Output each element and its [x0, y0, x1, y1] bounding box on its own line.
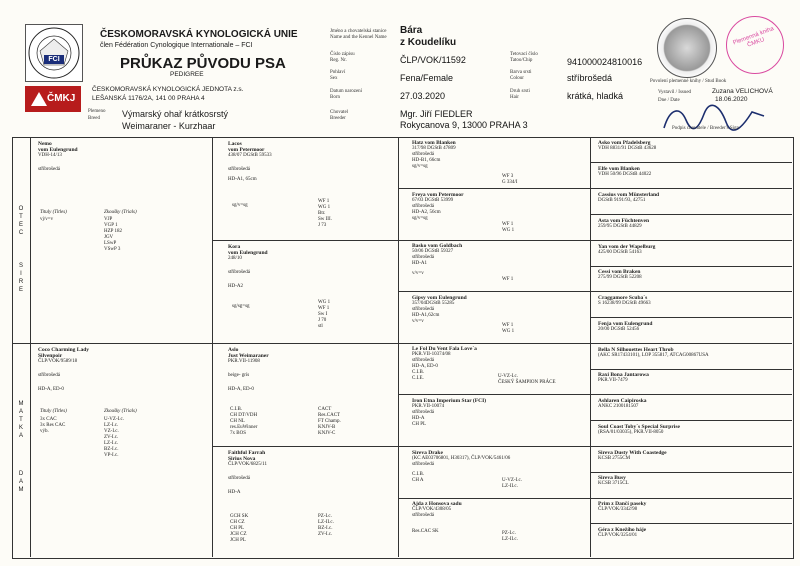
pedigree-text: FT Champ.	[318, 419, 341, 424]
text: Rokycanova 9, 13000 PRAHA 3	[400, 120, 528, 130]
text: z Koudelíku	[400, 37, 457, 48]
gen4-cell-8	[598, 321, 788, 342]
pedigree-text: HZP 182	[104, 229, 123, 234]
club-name: ČESKOMORAVSKÁ KYNOLOGICKÁ JEDNOTA z.s.	[92, 86, 244, 93]
breed-label: Breed	[88, 116, 100, 121]
pedigree-text: Aslo	[228, 347, 239, 353]
gen4-cell-6	[598, 269, 788, 290]
pedigree-text: ČLP/VOK/3254/01	[598, 533, 638, 538]
gen4-cell-11	[598, 398, 788, 419]
pedigree-text: Kora	[228, 244, 241, 250]
pedigree-text: ČLP/VOK/3342/98	[598, 507, 638, 512]
pedigree-text: vom Eulengrund	[38, 147, 78, 153]
pedigree-text: PKR.VII-11908	[228, 359, 260, 364]
pedigree-text: WF 1	[318, 199, 330, 204]
text: Jméno a chovatelská stanice	[330, 29, 387, 34]
pedigree-text: (RSA/01/03035), PKR.VII-8050	[598, 430, 664, 435]
hair-label	[510, 89, 530, 100]
fci-logo	[25, 24, 83, 82]
pedigree-text: Fenja vom Eulengrund	[598, 321, 653, 327]
pedigree-text: PKR.VII-7479	[598, 378, 628, 383]
pedigree-text: beige- grís	[228, 373, 250, 378]
pedigree-text: VZ-I.c.	[104, 429, 119, 434]
pedigree-text: GCH SK CH CZ CH PL JCH CZ JCH PL	[230, 514, 249, 543]
pedigree-text: J 70	[318, 318, 327, 323]
pedigree-text: Sireva Dusty With Coastedge	[598, 450, 667, 456]
pedigree-text: WG 1	[318, 300, 331, 305]
gen3-cell-3	[412, 243, 588, 290]
pedigree-text: HD-A, ED-0	[38, 387, 64, 392]
text: Colour	[510, 75, 524, 81]
pedigree-text: Cassius vom Münsterland	[598, 192, 660, 198]
pedigree-text: Soul Coast Toby´s Special Surprise	[598, 424, 680, 430]
pedigree-text: v/v=v	[412, 319, 424, 324]
pedigree-text: sg/v=sg	[232, 203, 248, 208]
pedigree-text: Sw III.	[318, 217, 332, 222]
pedigree-text: (AKC SR17433101), LOP 355817, ATCAG00867USA	[598, 353, 709, 358]
pedigree-text: Raxi Bona Jantarowa	[598, 372, 649, 378]
pedigree-text: VDH 8831/91 DGStB 43628	[598, 146, 657, 151]
gen4-cell-5	[598, 244, 788, 265]
pedigree-text: ČLP/VOK/4308/05	[412, 507, 452, 512]
pedigree-text: 20/00 DGStB 52456	[598, 327, 640, 332]
gen4-cell-13	[598, 450, 788, 471]
pedigree-text: HD-A2, 56cm	[412, 210, 441, 215]
pedigree-text: 425/00 DGStB 54163	[598, 250, 642, 255]
gen2-cell-4	[228, 450, 396, 554]
pedigree-text: Iron Etna Imperium Star (FCI)	[412, 398, 487, 404]
born-label	[330, 89, 362, 100]
text: Datum narození	[330, 89, 363, 94]
pedigree-text: (KC AE03706801, H30317), ČLP/VOK/5461/06	[412, 456, 511, 461]
text: Bára	[400, 25, 423, 36]
pedigree-text: ZV-I.c.	[318, 532, 333, 537]
breed-czech: Výmarský ohař krátkosrstý	[122, 109, 229, 119]
gen4-cell-1	[598, 140, 788, 161]
pedigree-text: ZV-I.c.	[104, 435, 119, 440]
gen2-cell-2	[228, 244, 396, 342]
pedigree-text: JGV	[104, 235, 114, 240]
dam-trials-label: Zkoušky (Trials)	[104, 409, 137, 414]
pedigree-text: Ashlaren Caipiroska	[598, 398, 647, 404]
gen4-cell-7	[598, 295, 788, 316]
pedigree-text: Sw I	[318, 312, 328, 317]
otec-label	[16, 205, 26, 237]
reg-number: ČLP/VOK/11592	[400, 55, 466, 65]
pedigree-text: KNJV-B	[318, 425, 336, 430]
text: S I R E	[18, 263, 24, 293]
pedigree-text: HD-A2	[228, 284, 243, 289]
gen4-cell-10	[598, 372, 788, 393]
pedigree-text: stříbrošedá	[412, 152, 434, 157]
gen3-cell-7	[412, 450, 588, 497]
pedigree-text: Elfe vom Blanken	[598, 166, 640, 172]
issued-label: Vystavil / Issued	[658, 90, 692, 95]
club-address: LEŠANSKÁ 1176/2A, 141 00 PRAHA 4	[92, 95, 205, 102]
colour-label	[510, 70, 532, 81]
pedigree-text: Lacos	[228, 141, 242, 147]
pedigree-text: ČLP/VOK/6825/11	[228, 462, 267, 467]
text: Breeder	[330, 115, 346, 121]
gen4-cell-15	[598, 501, 788, 522]
gen3-cell-4	[412, 295, 588, 342]
pedigree-text: stříbrošedá	[228, 476, 250, 481]
pedigree-text: Nemo	[38, 141, 52, 147]
sex-label	[330, 70, 345, 81]
sire-titles-label: Tituly (Titles)	[40, 210, 67, 215]
text: Sex	[330, 75, 338, 81]
pedigree-text: HD-B1, 66cm	[412, 158, 441, 163]
issuer-stamp	[726, 16, 784, 74]
pedigree-text: C.I.B. CH DT/VDH CH NL res.EuWinner 7x BOS	[230, 407, 258, 436]
pedigree-text: C.I.B. CH A	[412, 472, 425, 483]
text: Hair	[510, 94, 519, 100]
pedigree-text: 50/06 DGStB 59327	[412, 249, 454, 254]
pedigree-text: sg/sg=sg	[232, 304, 250, 309]
dog-name	[400, 25, 456, 49]
breeder-sign-label: Podpis chovatele / Breeder's Sign	[672, 126, 739, 131]
sire-trials	[104, 217, 122, 253]
pedigree-text: stříbrošedá	[412, 410, 434, 415]
pedigree-text: Ajda z Honsova sadu	[412, 501, 462, 507]
pedigree-text: sg/v=sg	[412, 164, 428, 169]
name-label	[330, 29, 387, 40]
pedigree-text: HD-A, ED-0	[228, 387, 254, 392]
pedigree-text: Basko vom Goldbach	[412, 243, 463, 249]
text: Name and the Kennel Name	[330, 34, 387, 40]
pedigree-text: WF 3 G 334/I	[502, 174, 518, 185]
pedigree-text: CACT	[318, 407, 332, 412]
pedigree-text: 317/98 DGStB 47809	[412, 146, 456, 151]
pedigree-text: Asko vom Pfadelsberg	[598, 140, 651, 146]
pedigree-text: PKR.VII-10374/08	[412, 352, 451, 357]
chip-label	[510, 52, 538, 63]
dam-trials	[104, 417, 124, 459]
stud-book-label: Povolení plemenné knihy / Stud Book	[650, 79, 727, 84]
pedigree-text: stl	[318, 324, 323, 329]
pedigree-text: 357/04DGStB 55285	[412, 301, 455, 306]
text: Tatoo/Chip	[510, 57, 533, 63]
pedigree-text: Sireva Drake	[412, 450, 443, 456]
pedigree-text: Asta vom Füchtenven	[598, 218, 650, 224]
text: Mgr. Jiří FIEDLER	[400, 109, 473, 119]
pedigree-text: DGStB 9191/93, 42751	[598, 198, 646, 203]
issue-date: 18.06.2020	[715, 96, 748, 103]
pedigree-text: stříbrošedá	[412, 462, 434, 467]
pedigree-text: VGP 1	[104, 223, 118, 228]
pedigree-text: Coco Charming Lady	[38, 347, 90, 353]
pedigree-text: S 16238/99 DGStB 49663	[598, 301, 651, 306]
pedigree-text: Btr.	[318, 211, 326, 216]
breed-german: Weimaraner - Kurzhaar	[122, 121, 216, 131]
text: Reg. Nr.	[330, 57, 347, 63]
pedigree-text: stříbrošedá	[228, 270, 250, 275]
pedigree-text: KCSB 3715CL	[598, 481, 629, 486]
sire-titles: vj/v=v	[40, 217, 54, 222]
date-label: Dne / Date	[658, 98, 680, 103]
pedigree-text: stříbrošedá	[38, 373, 60, 378]
pedigree-text: PZ-I.c.	[318, 514, 332, 519]
pedigree-text: Gipsy vom Eulengrund	[412, 295, 467, 301]
pedigree-text: VJP	[104, 217, 113, 222]
gen3-cell-2	[412, 192, 588, 239]
document-title: PRŮKAZ PŮVODU PSA	[120, 55, 286, 72]
dam-label	[16, 470, 26, 494]
pedigree-text: 275/99 DGStB 52208	[598, 275, 642, 280]
gen4-cell-14	[598, 475, 788, 496]
pedigree-text: WF 1	[318, 306, 330, 311]
gen4-cell-16	[598, 527, 788, 551]
cmkj-logo-text: ČMKJ	[47, 93, 76, 104]
text: O T E C	[18, 206, 24, 236]
pedigree-text: ČLP/VOK/9589/18	[38, 359, 78, 364]
pedigree-text: WG 1	[318, 205, 331, 210]
issued-by: Zuzana VELICHOVÁ	[712, 88, 773, 95]
pedigree-text: Le Fol Du Vent Fala Love´a	[412, 346, 477, 352]
pedigree-text: Res.CACT	[318, 413, 341, 418]
pedigree-text: PZ-I.c. LZ-II.c.	[502, 531, 518, 542]
gen3-cell-1	[412, 140, 588, 187]
pedigree-text: CH PL	[412, 422, 427, 427]
pedigree-text: 438/07 DGStB 59533	[228, 153, 272, 158]
pedigree-text: Sireva Busy	[598, 475, 626, 481]
pedigree-text: LZ-I.c.	[104, 423, 119, 428]
pedigree-text: stříbrošedá	[412, 255, 434, 260]
sire-trials-label: Zkoušky (Trials)	[104, 210, 137, 215]
pedigree-text: HD-A1	[412, 261, 427, 266]
breeder-value	[400, 109, 528, 131]
pedigree-text: vom Petermoor	[228, 147, 265, 153]
pedigree-text: 259/95 DGStB 44829	[598, 224, 642, 229]
pedigree-text: Géra z Knežího háje	[598, 527, 647, 533]
gen4-cell-2	[598, 166, 788, 187]
pedigree-text: BZ-I.c.	[104, 447, 119, 452]
pedigree-text: Res.CAC SK	[412, 529, 439, 534]
gen4-cell-4	[598, 218, 788, 239]
text: Born	[330, 94, 340, 100]
pedigree-text: Yan vom der Wapelburg	[598, 244, 656, 250]
pedigree-text: U-VZ-I.c. ČESKÝ ŠAMPION PRÁCE	[498, 374, 556, 385]
pedigree-text: U-VZ-I.c. LZ-II.c.	[502, 478, 522, 489]
gen4-cell-9	[598, 347, 788, 368]
dam-titles: 3x CAC 3x Res CAC výb.	[40, 417, 66, 434]
pedigree-text: VP-I.c.	[104, 453, 119, 458]
reg-label	[330, 52, 355, 63]
text: M A T K A	[18, 401, 24, 439]
text: Barva srsti	[510, 70, 532, 75]
issuer-stamp-text: Plemenná kniha ČMKU	[732, 26, 775, 49]
gen3-cell-5	[412, 346, 588, 393]
gen4-cell-12	[598, 424, 788, 445]
gen2-cell-1	[228, 141, 396, 239]
sire-cell	[38, 141, 210, 341]
chip-value: 941000024810016	[567, 57, 643, 67]
pedigree-text: stříbrošedá	[228, 167, 250, 172]
dam-titles-label: Tituly (Titles)	[40, 409, 67, 414]
pedigree-text: WF 1 WG 1	[502, 222, 515, 233]
pedigree-text: Faithful Farrah	[228, 450, 266, 456]
pedigree-text: Craggamore Scuba´s	[598, 295, 648, 301]
org-member: člen Fédération Cynologique Internationale – FCI	[100, 42, 253, 49]
pedigree-text: ANKC 2100181507	[598, 404, 639, 409]
text: Tetovací číslo	[510, 52, 538, 57]
pedigree-text: v/v=v	[412, 271, 424, 276]
pedigree-text: PKR.VII-10074	[412, 404, 445, 409]
pedigree-text: stříbrošedá	[38, 167, 60, 172]
pedigree-text: HD-A	[228, 490, 241, 495]
gen3-cell-6	[412, 398, 588, 445]
stud-book-stamp	[657, 18, 717, 78]
pedigree-text: HD-A, ED-0	[412, 364, 438, 369]
pedigree-text: Hatz vom Blanken	[412, 140, 456, 146]
pedigree-text: 248/10	[228, 256, 242, 261]
pedigree-text: stříbrošedá	[412, 358, 434, 363]
pedigree-text: Freya vom Petermoor	[412, 192, 464, 198]
plemeno-label: Plemeno	[88, 109, 106, 114]
sex-value: Fena/Female	[400, 73, 454, 83]
born-value: 27.03.2020	[400, 91, 446, 101]
hair-value: krátká, hladká	[567, 91, 624, 101]
document-subtitle: PEDIGREE	[170, 71, 204, 78]
pedigree-text: VSwP 3	[104, 247, 121, 252]
pedigree-text: vom Eulengrund	[228, 250, 268, 256]
pedigree-text: LZ-II.c.	[318, 520, 334, 525]
cmkj-logo	[25, 86, 81, 112]
pedigree-text: WF 1	[502, 277, 514, 282]
colour-value: stříbrošedá	[567, 73, 613, 83]
pedigree-text: KNJV-C	[318, 431, 336, 436]
dam-cell	[38, 347, 210, 552]
gen3-cell-8	[412, 501, 588, 553]
text: Pohlaví	[330, 70, 346, 75]
pedigree-text: Bella N Silhouettes Heart Throb	[598, 347, 674, 353]
pedigree-text: HD-A	[412, 416, 425, 421]
gen2-cell-3	[228, 347, 396, 445]
pedigree-text: stříbrošedá	[412, 513, 434, 518]
pedigree-text: Cessi vom Braken	[598, 269, 641, 275]
pedigree-text: LSwP	[104, 241, 117, 246]
pedigree-text: WF 1 WG 1	[502, 323, 515, 334]
text: D A M	[18, 471, 24, 493]
org-title: ČESKOMORAVSKÁ KYNOLOGICKÁ UNIE	[100, 29, 298, 40]
text: Druh srsti	[510, 89, 530, 94]
sire-label	[16, 262, 26, 294]
pedigree-text: J 73	[318, 223, 327, 228]
breeder-label	[330, 110, 348, 121]
matka-label	[16, 400, 26, 440]
pedigree-text: BZ-I.c.	[318, 526, 333, 531]
text: Chovatel	[330, 110, 349, 115]
pedigree-text: 67/03 DGStB 53999	[412, 198, 454, 203]
pedigree-text: stříbrošedá	[412, 204, 434, 209]
pedigree-text: HD-A1, 65cm	[228, 177, 257, 182]
pedigree-text: HD-A1,62cm	[412, 313, 440, 318]
pedigree-text: stříbrošedá	[412, 307, 434, 312]
pedigree-text: Prim z Dančí paseky	[598, 501, 647, 507]
pedigree-text: KCSB 2755CM	[598, 456, 631, 461]
pedigree-text: VDH-14/13	[38, 153, 62, 158]
pedigree-text: Sirius Nova	[228, 456, 256, 462]
pedigree-text: VDH 50/96 DGStB 44022	[598, 172, 652, 177]
pedigree-text: Just Weimaraner	[228, 353, 269, 359]
pedigree-text: U-VZ-I.c.	[104, 417, 124, 422]
pedigree-text: LZ-I.c.	[104, 441, 119, 446]
pedigree-text: C.I.B. C.I.E.	[412, 370, 425, 381]
gen4-cell-3	[598, 192, 788, 213]
fci-logo-text: FCI	[48, 56, 60, 63]
pedigree-text: sg/v=sg	[412, 216, 428, 221]
text: Číslo zápisu	[330, 52, 355, 57]
pedigree-text: Silvenpoir	[38, 353, 63, 359]
